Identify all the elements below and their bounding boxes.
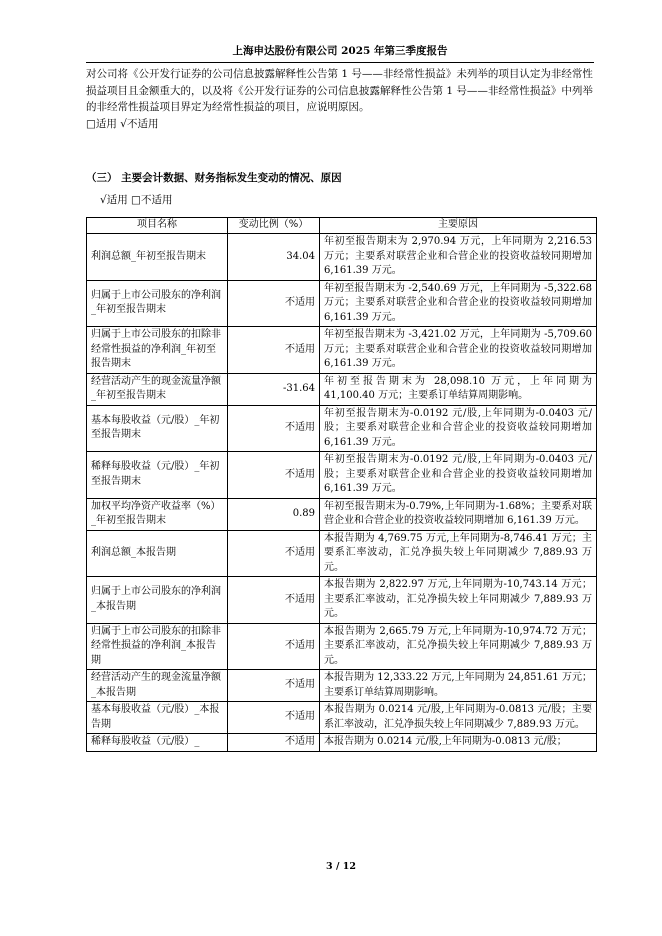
row-ratio: 不适用 xyxy=(228,670,320,702)
row-reason: 年初至报告期末为 -2,540.69 万元，上年同期为 -5,322.68 万元；主要系对联营企业和合营企业的投资收益较同期增加 6,161.39 万元。 xyxy=(320,280,597,327)
page-number: 3 / 12 xyxy=(326,861,356,872)
table-row xyxy=(87,623,597,670)
header-main-reason: 主要原因 xyxy=(320,218,597,234)
row-reason: 本报告期为 2,665.79 万元,上年同期为-10,974.72 万元；主要系汇率波动，汇兑净损失较上年同期减少 7,889.93 万元。 xyxy=(320,623,597,670)
table-row xyxy=(87,452,597,499)
row-ratio: 不适用 xyxy=(228,623,320,670)
row-item: 利润总额_年初至报告期末 xyxy=(87,234,228,281)
row-ratio: 0.89 xyxy=(228,498,320,530)
table-row xyxy=(87,577,597,624)
intro-applicable: □适用 √不适用 xyxy=(86,117,159,130)
row-item: 稀释每股收益（元/股）_ xyxy=(87,734,228,752)
row-item: 基本每股收益（元/股）_本报告期 xyxy=(87,702,228,734)
row-ratio: 不适用 xyxy=(228,405,320,452)
table-row xyxy=(87,734,597,752)
row-reason: 年初至报告期末为 -3,421.02 万元，上年同期为 -5,709.60 万元；主要系对联营企业和合营企业的投资收益较同期增加 6,161.39 万元。 xyxy=(320,327,597,374)
intro-paragraph: 对公司将《公开发行证券的公司信息披露解释性公告第 1 号——非经常性损益》未列举的项目认定为非经常性损益项目且金额重大的，以及将《公开发行证券的公司信息披露解释性公告第 1 号——非经常性损益》中列举的非经常性损益项目界定为经常性损益的项目，应说明原因。 xyxy=(86,68,593,113)
row-reason: 年初至报告期末为 28,098.10 万元，上年同期为 41,100.40 万元；主要系订单结算周期影响。 xyxy=(320,373,597,405)
row-item: 归属于上市公司股东的净利润_年初至报告期末 xyxy=(87,280,228,327)
row-reason: 年初至报告期末为 2,970.94 万元，上年同期为 2,216.53 万元；主要系对联营企业和合营企业的投资收益较同期增加 6,161.39 万元。 xyxy=(320,234,597,281)
table-row xyxy=(87,405,597,452)
change-reasons-table xyxy=(86,217,597,752)
row-ratio: 不适用 xyxy=(228,280,320,327)
row-reason: 本报告期为 4,769.75 万元,上年同期为-8,746.41 万元；主要系汇率波动，汇兑净损失较上年同期减少 7,889.93 万元。 xyxy=(320,530,597,577)
row-item: 归属于上市公司股东的扣除非经常性损益的净利润_年初至报告期末 xyxy=(87,327,228,374)
intro-block xyxy=(86,66,596,132)
row-item: 经营活动产生的现金流量净额_年初至报告期末 xyxy=(87,373,228,405)
row-item: 经营活动产生的现金流量净额_本报告期 xyxy=(87,670,228,702)
section-applicable: √适用 □不适用 xyxy=(100,194,173,206)
table-row xyxy=(87,327,597,374)
row-item: 利润总额_本报告期 xyxy=(87,530,228,577)
row-ratio: 不适用 xyxy=(228,452,320,499)
row-item: 稀释每股收益（元/股）_年初至报告期末 xyxy=(87,452,228,499)
table-row xyxy=(87,234,597,281)
table-row xyxy=(87,670,597,702)
section-title: （三） 主要会计数据、财务指标发生变动的情况、原因 xyxy=(86,172,342,184)
header-change-ratio: 变动比例（%） xyxy=(228,218,320,234)
page-header: 上海申达股份有限公司 2025 年第三季度报告 xyxy=(86,43,594,63)
row-ratio: 不适用 xyxy=(228,734,320,752)
table-row xyxy=(87,280,597,327)
row-item: 归属于上市公司股东的净利润_本报告期 xyxy=(87,577,228,624)
row-ratio: 34.04 xyxy=(228,234,320,281)
row-reason: 本报告期为 0.0214 元/股,上年同期为-0.0813 元/股； xyxy=(320,734,597,752)
table-row xyxy=(87,702,597,734)
row-reason: 年初至报告期末为-0.0192 元/股,上年同期为-0.0403 元/股；主要系对联营企业和合营企业的投资收益较同期增加 6,161.39 万元。 xyxy=(320,405,597,452)
row-reason: 本报告期为 0.0214 元/股,上年同期为-0.0813 元/股；主要系汇率波动，汇兑净损失较上年同期减少 7,889.93 万元。 xyxy=(320,702,597,734)
table-row xyxy=(87,373,597,405)
row-item: 归属于上市公司股东的扣除非经常性损益的净利润_本报告期 xyxy=(87,623,228,670)
row-reason: 本报告期为 12,333.22 万元,上年同期为 24,851.61 万元；主要系订单结算周期影响。 xyxy=(320,670,597,702)
row-ratio: 不适用 xyxy=(228,577,320,624)
table-row xyxy=(87,530,597,577)
row-reason: 年初至报告期末为-0.0192 元/股,上年同期为-0.0403 元/股；主要系对联营企业和合营企业的投资收益较同期增加 6,161.39 万元。 xyxy=(320,452,597,499)
row-ratio: -31.64 xyxy=(228,373,320,405)
row-ratio: 不适用 xyxy=(228,530,320,577)
table-row xyxy=(87,498,597,530)
header-item-name: 项目名称 xyxy=(87,218,228,234)
row-item: 基本每股收益（元/股）_年初至报告期末 xyxy=(87,405,228,452)
table-header-row xyxy=(87,218,597,234)
row-ratio: 不适用 xyxy=(228,327,320,374)
row-reason: 年初至报告期末为-0.79%,上年同期为-1.68%；主要系对联营企业和合营企业的投资收益较同期增加 6,161.39 万元。 xyxy=(320,498,597,530)
row-ratio: 不适用 xyxy=(228,702,320,734)
row-reason: 本报告期为 2,822.97 万元,上年同期为-10,743.14 万元；主要系汇率波动，汇兑净损失较上年同期减少 7,889.93 万元。 xyxy=(320,577,597,624)
row-item: 加权平均净资产收益率（%）_年初至报告期末 xyxy=(87,498,228,530)
